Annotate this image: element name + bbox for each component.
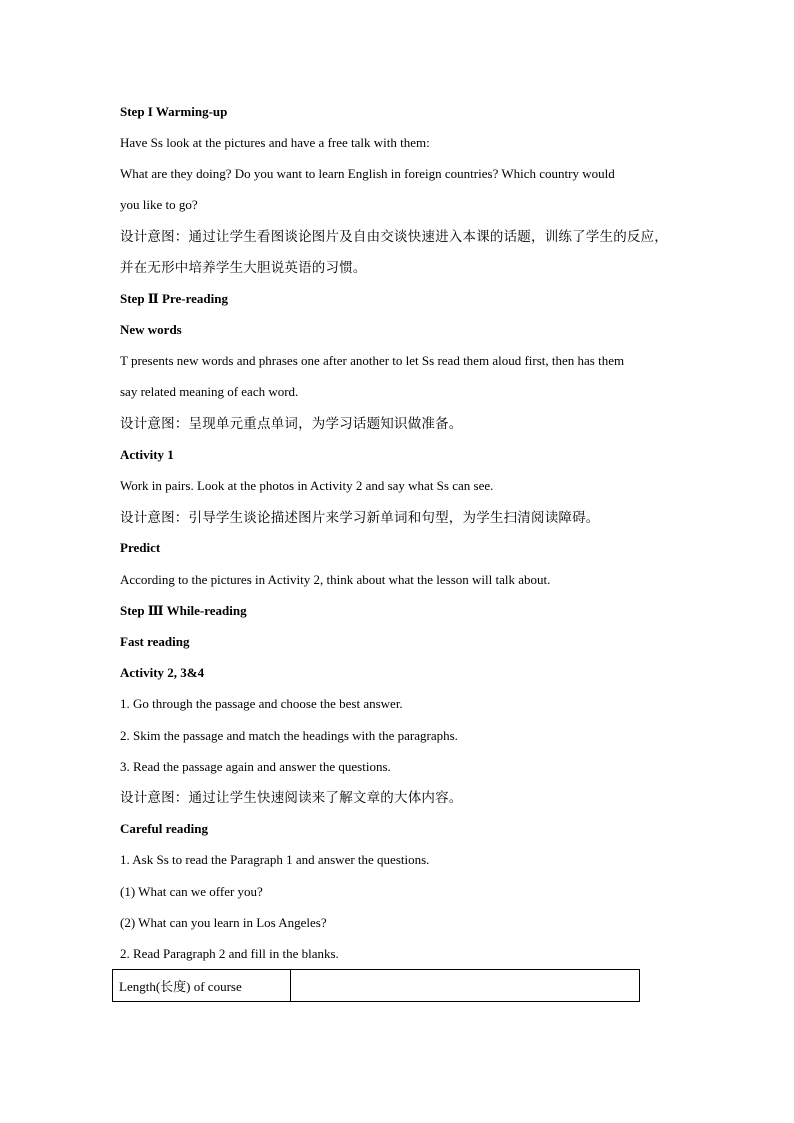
step1-questions-line1: What are they doing? Do you want to learn English in foreign countries? Which country would: [120, 166, 615, 181]
step1-design-intent-line2: 并在无形中培养学生大胆说英语的习惯。: [120, 260, 367, 276]
careful-reading-item: 1. Ask Ss to read the Paragraph 1 and answer the questions.: [120, 852, 430, 867]
step1-design-intent-line1: 设计意图：通过让学生看图谈论图片及自由交谈快速进入本课的话题，训练了学生的反应，: [120, 229, 668, 245]
careful-reading-item: (1) What can we offer you?: [120, 884, 263, 899]
table-row: [113, 970, 640, 1002]
fill-in-table: [112, 969, 640, 1002]
fast-reading-heading: Fast reading: [120, 634, 190, 649]
predict-heading: Predict: [120, 540, 161, 555]
table-label-cell: Length(长度) of course: [113, 970, 291, 1002]
fast-reading-item: 2. Skim the passage and match the headings with the paragraphs.: [120, 728, 458, 743]
step1-instruction: Have Ss look at the pictures and have a free talk with them:: [120, 135, 430, 150]
step2-design-intent-2: 设计意图：引导学生谈论描述图片来学习新单词和句型，为学生扫清阅读障碍。: [120, 510, 600, 526]
careful-reading-item: 2. Read Paragraph 2 and fill in the blanks.: [120, 946, 339, 961]
step3-design-intent: 设计意图：通过让学生快速阅读来了解文章的大体内容。: [120, 790, 463, 806]
activity1-heading: Activity 1: [120, 447, 174, 462]
table-blank-cell[interactable]: [291, 970, 640, 1002]
step2-design-intent-1: 设计意图：呈现单元重点单词，为学习话题知识做准备。: [120, 416, 463, 432]
careful-reading-item: (2) What can you learn in Los Angeles?: [120, 915, 327, 930]
new-words-text-line2: say related meaning of each word.: [120, 384, 299, 399]
new-words-text-line1: T presents new words and phrases one after another to let Ss read them aloud first, then has them: [120, 353, 625, 368]
fast-reading-item: 3. Read the passage again and answer the questions.: [120, 759, 391, 774]
activities-heading: Activity 2, 3&4: [120, 665, 205, 680]
new-words-heading: New words: [120, 322, 182, 337]
predict-text: According to the pictures in Activity 2, think about what the lesson will talk about.: [120, 572, 551, 587]
activity1-text: Work in pairs. Look at the photos in Activity 2 and say what Ss can see.: [120, 478, 494, 493]
step1-heading: Step I Warming-up: [120, 104, 228, 119]
fast-reading-item: 1. Go through the passage and choose the best answer.: [120, 696, 403, 711]
step1-questions-line2: you like to go?: [120, 197, 198, 212]
careful-reading-heading: Careful reading: [120, 821, 208, 836]
step2-heading: Step Ⅱ Pre-reading: [120, 291, 228, 306]
step3-heading: Step Ⅲ While-reading: [120, 603, 247, 618]
